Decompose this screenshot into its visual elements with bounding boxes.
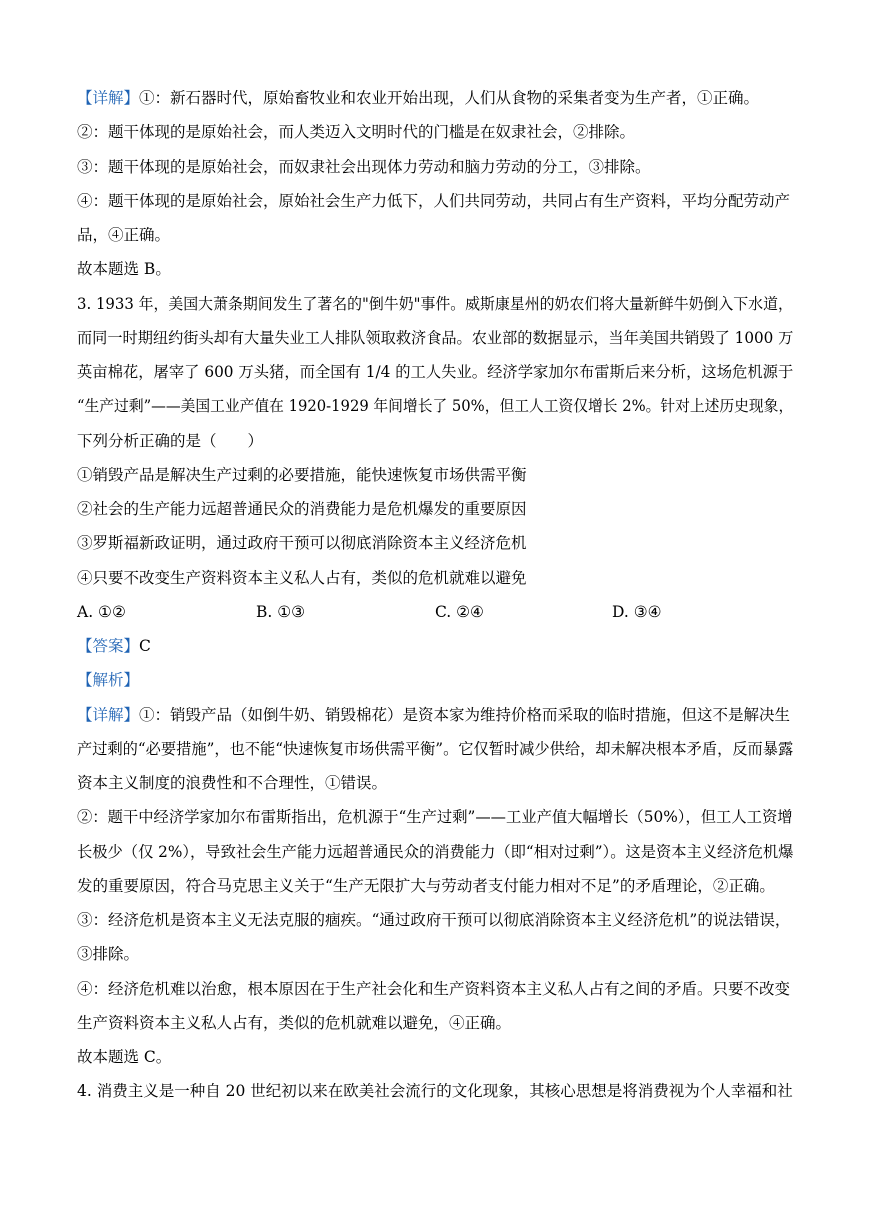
q3-statement-1: ①销毁产品是解决生产过剩的必要措施，能快速恢复市场供需平衡 [77,466,527,484]
q2-detail-paragraph-1: 【详解】①：新石器时代，原始畜牧业和农业开始出现，人们从食物的采集者变为生产者，①正确。 [77,89,760,107]
analysis-tag: 【解析】 [77,671,140,689]
q3-detail-2-line-3: 发的重要原因，符合马克思主义关于“生产无限扩大与劳动者支付能力相对不足”的矛盾理论，②正确。 [77,877,775,895]
q3-detail-3-line-2: ③排除。 [77,945,140,963]
q3-stem-line-2: 而同一时期纽约街头却有大量失业工人排队领取救济食品。农业部的数据显示，当年美国共销毁了 1000 万 [77,329,794,347]
q3-stem-line-1: 3. 1933 年，美国大萧条期间发生了著名的"倒牛奶"事件。威斯康星州的奶农们将大量新鲜牛奶倒入下水道， [77,295,793,313]
answer-tag: 【答案】 [77,637,140,655]
q2-conclusion: 故本题选 B。 [77,260,171,278]
q3-stem-line-3: 英亩棉花，屠宰了 600 万头猪，而全国有 1/4 的工人失业。经济学家加尔布雷斯后来分析，这场危机源于 [77,363,794,381]
option-d: D. ③④ [612,603,662,621]
q2-detail-paragraph-3: ③：题干体现的是原始社会，而奴隶社会出现体力劳动和脑力劳动的分工，③排除。 [77,158,651,176]
q3-stem-line-5: 下列分析正确的是（ ） [77,432,264,450]
q2-detail-paragraph-4-line-1: ④：题干体现的是原始社会，原始社会生产力低下，人们共同劳动，共同占有生产资料，平均分配劳动产 [77,192,791,210]
q2-detail-paragraph-2: ②：题干体现的是原始社会，而人类迈入文明时代的门槛是在奴隶社会，②排除。 [77,123,636,141]
q3-stem-line-4: “生产过剩”——美国工业产值在 1920-1929 年间增长了 50%，但工人工资仅增长 2%。针对上述历史现象， [77,397,794,415]
q3-statement-3: ③罗斯福新政证明，通过政府干预可以彻底消除资本主义经济危机 [77,534,527,552]
answer-value: C [139,637,151,655]
detail-tag: 【详解】 [77,706,140,724]
q3-detail-4-line-2: 生产资料资本主义私人占有，类似的危机就难以避免，④正确。 [77,1014,512,1032]
detail-tag: 【详解】 [77,89,140,107]
q3-statement-2: ②社会的生产能力远超普通民众的消费能力是危机爆发的重要原因 [77,500,527,518]
option-a: A. ①② [77,603,126,621]
analysis-line [77,670,139,690]
q4-stem-line-1: 4. 消费主义是一种自 20 世纪初以来在欧美社会流行的文化现象，其核心思想是将消费视为个人幸福和社 [77,1082,793,1100]
q3-detail-4-line-1: ④：经济危机难以治愈，根本原因在于生产社会化和生产资料资本主义私人占有之间的矛盾。只要不改变 [77,980,791,998]
q3-detail-1-line-2: 产过剩的“必要措施”，也不能“快速恢复市场供需平衡”。它仅暂时减少供给，却未解决根本矛盾，反而暴露 [77,740,794,758]
q3-detail-2-line-1: ②：题干中经济学家加尔布雷斯指出，危机源于“生产过剩”——工业产值大幅增长（50%），但工人工资增 [77,808,793,826]
q3-detail-2-line-2: 长极少（仅 2%），导致社会生产能力远超普通民众的消费能力（即“相对过剩”）。这是资本主义经济危机爆 [77,843,794,861]
answer-line [77,636,151,656]
q2-detail-paragraph-4-line-2: 品，④正确。 [77,226,171,244]
option-c: C. ②④ [435,603,484,621]
q3-detail-3-line-1: ③：经济危机是资本主义无法克服的痼疾。“通过政府干预可以彻底消除资本主义经济危机”的说法错误， [77,911,791,929]
option-b: B. ①③ [256,603,306,621]
q3-conclusion: 故本题选 C。 [77,1048,172,1066]
q3-detail-1-line-1: 【详解】①：销毁产品（如倒牛奶、销毁棉花）是资本家为维持价格而采取的临时措施，但这不是解决生 [77,706,791,724]
q3-detail-1-line-3: 资本主义制度的浪费性和不合理性，①错误。 [77,774,388,792]
q3-statement-4: ④只要不改变生产资料资本主义私人占有，类似的危机就难以避免 [77,569,527,587]
